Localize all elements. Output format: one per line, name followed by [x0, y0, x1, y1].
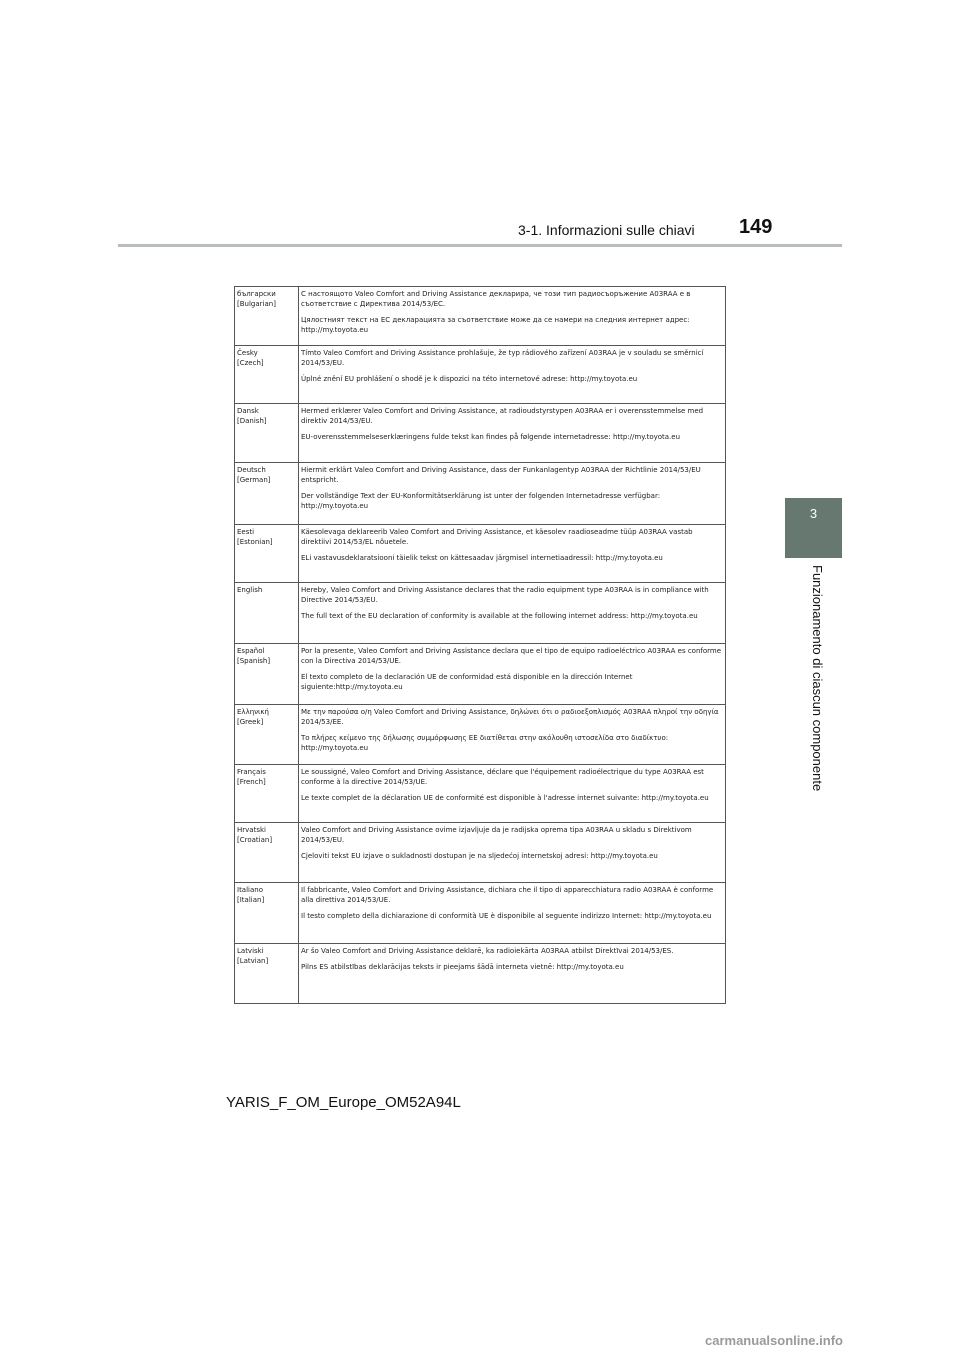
declaration-text: С настоящото Valeo Comfort and Driving Assistance декларира, че този тип радиосъоръжение A03RAA е в съответствие с Директива 2014/53/ЕС.	[301, 290, 691, 308]
language-english: [German]	[237, 476, 271, 484]
language-cell	[235, 346, 299, 404]
table-row	[235, 823, 726, 883]
declaration-text: Le soussigné, Valeo Comfort and Driving Assistance, déclare que l'équipement radioélectrique du type A03RAA est conforme à la directive 2014/53/UE.	[301, 768, 704, 786]
section-title: 3-1. Informazioni sulle chiavi	[518, 222, 695, 238]
language-cell	[235, 944, 299, 1004]
header-divider	[118, 244, 842, 247]
language-native: English	[237, 586, 263, 594]
declaration-address: The full text of the EU declaration of conformity is available at the following internet address: http://my.toyota.eu	[301, 612, 698, 620]
declaration-text: Valeo Comfort and Driving Assistance ovime izjavljuje da je radijska oprema tipa A03RAA u skladu s Direktivom 2014/53/EU.	[301, 826, 692, 844]
declaration-address: Il testo completo della dichiarazione di conformità UE è disponibile al seguente indirizzo Internet: http://my.toyota.eu	[301, 912, 712, 920]
language-english: [French]	[237, 778, 266, 786]
language-cell	[235, 765, 299, 823]
declaration-cell	[299, 404, 726, 463]
declaration-address: Cjeloviti tekst EU izjave o sukladnosti dostupan je na sljedećoj internetskoj adresi: http://my.toyota.eu	[301, 852, 658, 860]
table-row	[235, 944, 726, 1004]
declaration-address: Цялостният текст на ЕС декларацията за съответствие може да се намери на следния интернет адрес: http://my.toyota.eu	[301, 316, 690, 334]
language-english: [Estonian]	[237, 538, 273, 546]
declaration-address: El texto completo de la declaración UE de conformidad está disponible en la dirección Internet siguiente:http://my.toyota.eu	[301, 673, 633, 691]
table-row	[235, 644, 726, 705]
table-row	[235, 463, 726, 525]
language-english: [Croatian]	[237, 836, 273, 844]
language-native: Eesti	[237, 528, 255, 536]
declaration-address: ELi vastavusdeklaratsiooni täielik tekst on kättesaadav järgmisel internetiaadressil: http://my.toyota.eu	[301, 554, 663, 562]
declaration-address: Το πλήρες κείμενο της δήλωσης συμμόρφωσης ΕΕ διατίθεται στην ακόλουθη ιστοσελίδα στο διαδίκτυο: http://my.toyota.eu	[301, 734, 669, 752]
language-native: Dansk	[237, 407, 259, 415]
declaration-text: Por la presente, Valeo Comfort and Driving Assistance declara que el tipo de equipo radioeléctrico A03RAA es conforme con la Directiva 2014/53/UE.	[301, 647, 722, 665]
language-native: Italiano	[237, 886, 263, 894]
declaration-text: Hiermit erklärt Valeo Comfort and Driving Assistance, dass der Funkanlagentyp A03RAA der Richtlinie 2014/53/EU entspricht.	[301, 466, 701, 484]
declaration-address: Pilns ES atbilstības deklarācijas teksts ir pieejams šādā interneta vietnē: http://my.toyota.eu	[301, 963, 624, 971]
language-native: Español	[237, 647, 265, 655]
declaration-cell	[299, 765, 726, 823]
language-cell	[235, 404, 299, 463]
language-cell	[235, 823, 299, 883]
table-row	[235, 583, 726, 644]
declaration-cell	[299, 705, 726, 765]
table-row	[235, 525, 726, 583]
declaration-cell	[299, 346, 726, 404]
table-row	[235, 346, 726, 404]
language-native: Česky	[237, 349, 258, 357]
language-cell	[235, 525, 299, 583]
table-row	[235, 287, 726, 346]
language-english: [Greek]	[237, 718, 264, 726]
language-native: Latviski	[237, 947, 264, 955]
declaration-text: Hereby, Valeo Comfort and Driving Assistance declares that the radio equipment type A03RAA is in compliance with Directive 2014/53/EU.	[301, 586, 709, 604]
chapter-title: Funzionamento di ciascun componente	[810, 565, 825, 792]
language-cell	[235, 583, 299, 644]
chapter-tab	[785, 498, 842, 558]
declaration-cell	[299, 944, 726, 1004]
language-english: [Bulgarian]	[237, 300, 276, 308]
declaration-text: Ar šo Valeo Comfort and Driving Assistance deklarē, ka radioiekārta A03RAA atbilst Direktīvai 2014/53/ES.	[301, 947, 674, 955]
language-native: Hrvatski	[237, 826, 266, 834]
language-english: [Spanish]	[237, 657, 271, 665]
language-cell	[235, 463, 299, 525]
table-row	[235, 883, 726, 944]
declaration-text: Tímto Valeo Comfort and Driving Assistance prohlašuje, že typ rádiového zařízení A03RAA je v souladu se směrnicí 2014/53/EU.	[301, 349, 704, 367]
declaration-address: Úplné znění EU prohlášení o shodě je k dispozici na této internetové adrese: http://my.toyota.eu	[301, 375, 638, 383]
language-cell	[235, 287, 299, 346]
table-row	[235, 705, 726, 765]
table-row	[235, 765, 726, 823]
document-code: YARIS_F_OM_Europe_OM52A94L	[226, 1094, 461, 1111]
language-english: [Danish]	[237, 417, 267, 425]
declaration-cell	[299, 287, 726, 346]
language-english: [Italian]	[237, 896, 265, 904]
language-native: Français	[237, 768, 266, 776]
watermark: carmanualsonline.info	[705, 1333, 843, 1348]
declaration-address: Der vollständige Text der EU-Konformitätserklärung ist unter der folgenden Internetadresse verfügbar: http://my.toyota.eu	[301, 492, 661, 510]
language-native: български	[237, 290, 276, 298]
declaration-address: Le texte complet de la déclaration UE de conformité est disponible à l'adresse internet suivante: http://my.toyota.eu	[301, 794, 709, 802]
page-number: 149	[739, 216, 773, 238]
language-english: [Latvian]	[237, 957, 269, 965]
declaration-text: Käesolevaga deklareerib Valeo Comfort and Driving Assistance, et käesolev raadioseadme tüüp A03RAA vastab direktiivi 2014/53/EL nõuetele.	[301, 528, 693, 546]
chapter-number: 3	[809, 506, 818, 521]
declaration-cell	[299, 463, 726, 525]
declaration-cell	[299, 525, 726, 583]
table-row	[235, 404, 726, 463]
language-cell	[235, 705, 299, 765]
language-cell	[235, 883, 299, 944]
declaration-cell	[299, 823, 726, 883]
language-native: Deutsch	[237, 466, 266, 474]
declaration-cell	[299, 883, 726, 944]
language-cell	[235, 644, 299, 705]
declaration-cell	[299, 583, 726, 644]
language-english: [Czech]	[237, 359, 264, 367]
declaration-text: Hermed erklærer Valeo Comfort and Driving Assistance, at radioudstyrstypen A03RAA er i overensstemmelse med direktiv 2014/53/EU.	[301, 407, 704, 425]
language-native: Ελληνική	[237, 708, 269, 716]
declaration-cell	[299, 644, 726, 705]
declaration-text: Με την παρούσα ο/η Valeo Comfort and Driving Assistance, δηλώνει ότι ο ραδιοεξοπλισμός A03RAA πληροί την οδηγία 2014/53/ΕΕ.	[301, 708, 719, 726]
declaration-table	[234, 286, 726, 1004]
declaration-address: EU-overensstemmelseserklæringens fulde tekst kan findes på følgende internetadresse: http://my.toyota.eu	[301, 433, 681, 441]
declaration-text: Il fabbricante, Valeo Comfort and Driving Assistance, dichiara che il tipo di apparecchiatura radio A03RAA è conforme alla direttiva 2014/53/UE.	[301, 886, 714, 904]
